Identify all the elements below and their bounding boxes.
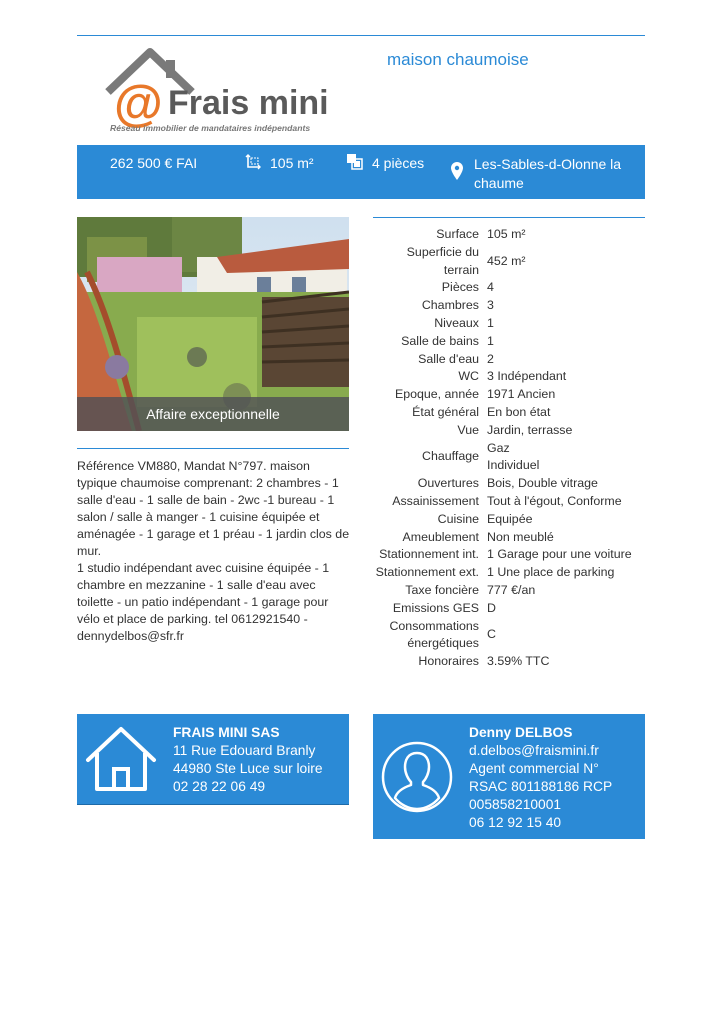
spec-row xyxy=(373,351,632,369)
spec-value: 452 m² xyxy=(487,253,526,268)
spec-row xyxy=(373,333,632,351)
specs-table xyxy=(373,226,653,671)
svg-text:Réseau immobilier de mandatair: Réseau immobilier de mandataires indépendants xyxy=(110,123,311,133)
spec-row xyxy=(373,226,632,244)
spec-label: Niveaux xyxy=(434,315,479,330)
svg-text:Frais mini: Frais mini xyxy=(168,84,329,122)
spec-row xyxy=(373,546,632,564)
location: Les-Sables-d-Olonne la chaume xyxy=(474,156,622,191)
spec-value: 4 xyxy=(487,280,494,295)
spec-row xyxy=(373,582,632,600)
spec-value: 3 xyxy=(487,298,494,313)
agent-name: Denny DELBOS xyxy=(469,725,573,740)
agency-city: 44980 Ste Luce sur loire xyxy=(173,761,323,776)
spec-value: C xyxy=(487,627,496,642)
agency-name: FRAIS MINI SAS xyxy=(173,725,280,740)
agent-card xyxy=(373,714,645,839)
spec-row xyxy=(373,297,632,315)
description-paragraph: Référence VM880, Mandat N°797. maison typique chaumoise comprenant: 2 chambres - 1 salle d'eau - 1 salle de bain - 2wc -1 bureau - 1 salon / salle à manger - 1 cuisine équipée et aménagée - 1 garage et 1 préau - 1 jardin clos de mur. xyxy=(77,459,350,558)
agent-rcp: 005858210001 xyxy=(469,797,562,812)
spec-value: 105 m² xyxy=(487,227,526,241)
rooms: 4 pièces xyxy=(372,155,425,171)
spec-value: 777 €/an xyxy=(487,582,536,597)
spec-row xyxy=(373,493,632,511)
spec-label: Stationnement ext. xyxy=(375,565,479,580)
spec-row xyxy=(373,244,632,280)
spec-row xyxy=(373,315,632,333)
svg-text:@: @ xyxy=(114,75,163,131)
spec-row xyxy=(373,404,632,422)
spec-value: Gaz Individuel xyxy=(487,440,540,473)
spec-row xyxy=(373,475,632,493)
spec-value: 1 Une place de parking xyxy=(487,565,615,580)
spec-row xyxy=(373,368,632,386)
photo-caption: Affaire exceptionnelle xyxy=(77,397,349,431)
spec-label: Stationnement int. xyxy=(379,547,479,562)
spec-value: 1 xyxy=(487,333,494,348)
agency-phone[interactable]: 02 28 22 06 49 xyxy=(173,779,266,794)
spec-label: Surface xyxy=(436,227,479,241)
spec-value: Equipée xyxy=(487,511,533,526)
spec-row xyxy=(373,618,632,654)
spec-label: Taxe foncière xyxy=(405,582,479,597)
spec-row xyxy=(373,422,632,440)
spec-row xyxy=(373,529,632,547)
description-divider xyxy=(77,448,349,449)
spec-label: Cuisine xyxy=(437,511,479,526)
header-divider xyxy=(77,35,645,36)
spec-row xyxy=(373,511,632,529)
agency-address: 11 Rue Edouard Branly xyxy=(173,743,316,758)
description-paragraph: 1 studio indépendant avec cuisine équipée - 1 chambre en mezzanine - 1 salle d'eau avec toilette - un patio indépendant - 1 garage pour vélo et place de parking. tel 0612921540 - dennydelbos@sfr.fr xyxy=(77,561,330,643)
spec-row xyxy=(373,653,632,671)
spec-label: Superficie du terrain xyxy=(406,244,479,277)
spec-label: Ameublement xyxy=(402,529,479,544)
spec-label: Honoraires xyxy=(418,654,479,669)
agent-email[interactable]: d.delbos@fraismini.fr xyxy=(469,743,599,758)
agent-phone[interactable]: 06 12 92 15 40 xyxy=(469,815,562,830)
property-description xyxy=(77,458,351,645)
spec-label: Salle de bains xyxy=(401,333,479,348)
spec-label: Ouvertures xyxy=(417,476,479,491)
spec-label: WC xyxy=(458,369,479,384)
spec-label: Emissions GES xyxy=(392,600,479,615)
spec-label: État général xyxy=(412,404,479,419)
spec-value: 3.59% TTC xyxy=(487,654,550,669)
agent-role: Agent commercial N° xyxy=(469,761,599,776)
price: 262 500 € FAI xyxy=(110,155,198,171)
listing-summary-band xyxy=(77,145,645,199)
spec-label: Epoque, année xyxy=(394,387,479,402)
spec-label: Vue xyxy=(457,422,479,437)
surface: 105 m² xyxy=(270,155,314,171)
card-divider xyxy=(77,804,349,805)
spec-label: Assainissement xyxy=(392,493,479,508)
spec-value: Tout à l'égout, Conforme xyxy=(487,493,622,508)
spec-value: 3 Indépendant xyxy=(487,369,567,384)
agency-card xyxy=(77,714,349,804)
spec-row xyxy=(373,564,632,582)
spec-label: Salle d'eau xyxy=(418,351,479,366)
spec-label: Chauffage xyxy=(422,449,479,464)
spec-value: Non meublé xyxy=(487,529,554,544)
spec-label: Consommations énergétiques xyxy=(389,618,479,651)
specs-divider xyxy=(373,217,645,218)
spec-value: D xyxy=(487,600,496,615)
spec-value: 2 xyxy=(487,351,494,366)
spec-value: 1971 Ancien xyxy=(487,387,556,402)
frais-mini-logo xyxy=(100,40,330,140)
spec-value: En bon état xyxy=(487,404,551,419)
spec-value: Jardin, terrasse xyxy=(487,422,573,437)
listing-title: maison chaumoise xyxy=(387,50,529,69)
spec-row xyxy=(373,600,632,618)
spec-label: Chambres xyxy=(421,298,479,313)
spec-value: 1 xyxy=(487,315,494,330)
spec-label: Pièces xyxy=(441,280,479,295)
spec-value: 1 Garage pour une voiture xyxy=(487,547,632,562)
spec-row xyxy=(373,440,632,476)
spec-row xyxy=(373,279,632,297)
spec-row xyxy=(373,386,632,404)
spec-value: Bois, Double vitrage xyxy=(487,476,598,491)
agent-rsac: RSAC 801188186 RCP xyxy=(469,779,613,794)
